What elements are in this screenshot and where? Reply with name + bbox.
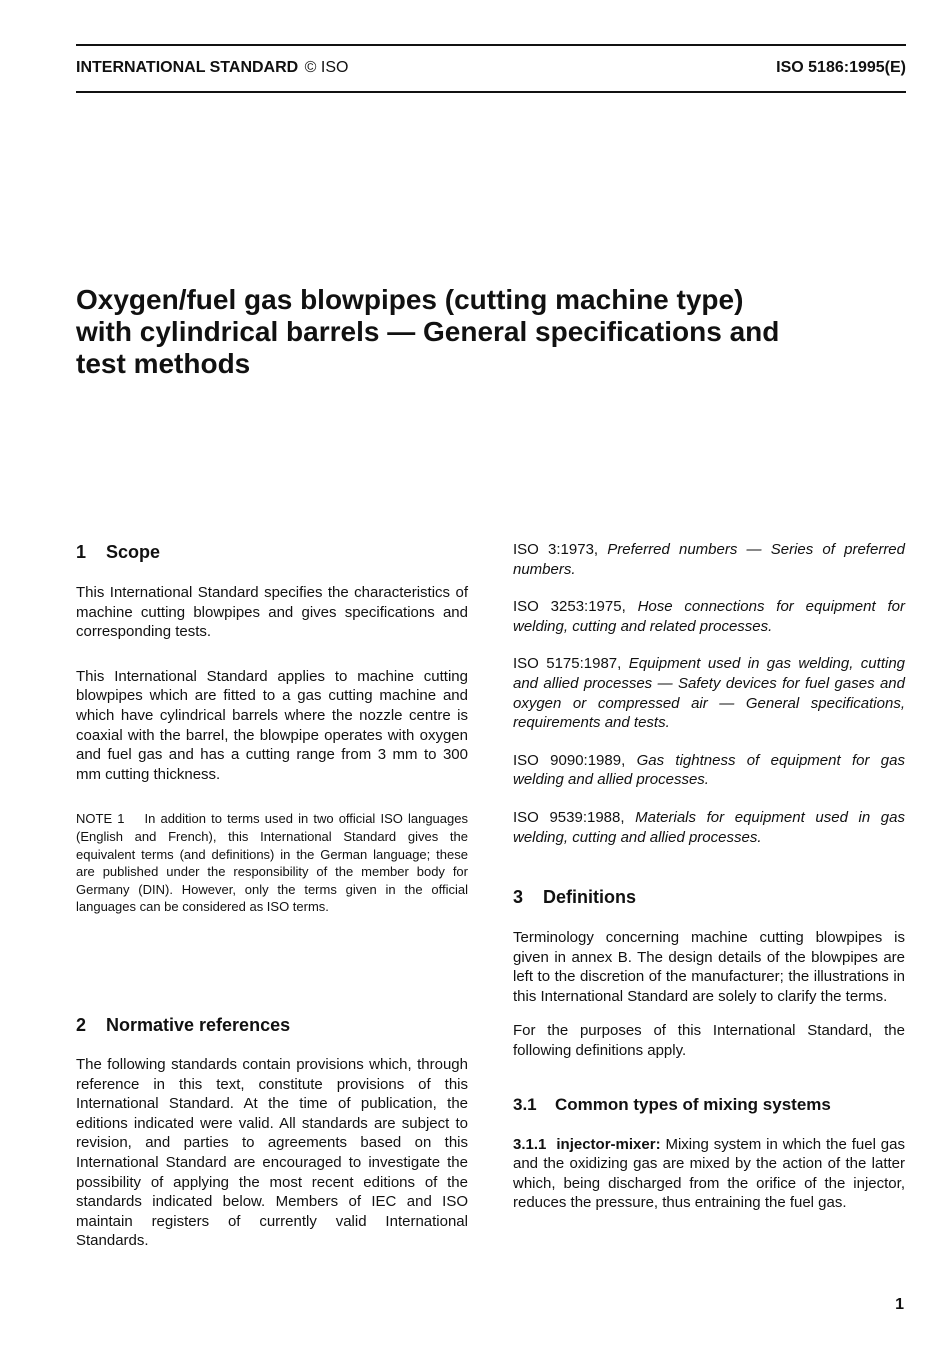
definitions-paragraph-2: For the purposes of this International Standard, the following definitions apply. [513, 1022, 905, 1059]
document-title [76, 284, 876, 380]
title-line-2: with cylindrical barrels — General specifications and [76, 316, 780, 347]
scope-note [76, 810, 468, 916]
term-injector-mixer [513, 1135, 905, 1213]
section-3-heading [513, 886, 905, 908]
reference-title: Equipment used in gas welding, cutting and allied processes — Safety devices for fuel gases and oxygen or compressed air — General specifications, requirements and tests. [513, 655, 905, 732]
header-standard-label [76, 59, 348, 77]
header-rule-top [76, 44, 906, 46]
term-definition: Mixing system in which the fuel gas and the oxidizing gas are mixed by the action of the latter which, being discharged from the orifice of the injector, reduces the pressure, thus entraining the fuel gas. [513, 1135, 905, 1212]
section-scope [76, 541, 468, 916]
section-3-1-number: 3.1 [513, 1094, 537, 1114]
reference-list [513, 540, 905, 847]
title-line-3: test methods [76, 348, 251, 379]
section-definitions [513, 886, 905, 1213]
reference-title: Gas tightness of equipment for gas welding and allied processes. [513, 751, 905, 789]
section-3-number: 3 [513, 887, 524, 907]
term-name: injector-mixer: [556, 1135, 661, 1153]
reference-item [513, 597, 905, 636]
section-2-heading [76, 1014, 468, 1036]
section-2-title: Normative references [106, 1015, 291, 1035]
reference-code: ISO 9539:1988, [513, 808, 625, 826]
section-2-number: 2 [76, 1015, 87, 1035]
reference-item [513, 808, 905, 847]
note-label: NOTE 1 [76, 811, 125, 827]
reference-code: ISO 9090:1989, [513, 751, 626, 769]
header-rule-bottom [76, 91, 906, 93]
section-3-1-heading [513, 1094, 905, 1115]
reference-code: ISO 3:1973, [513, 541, 599, 558]
term-number: 3.1.1 [513, 1135, 547, 1153]
reference-title: Hose connections for equipment for welding, cutting and related processes. [513, 598, 905, 635]
page-number: 1 [895, 1296, 904, 1313]
reference-code: ISO 3253:1975, [513, 598, 626, 616]
reference-item [513, 654, 905, 732]
reference-item [513, 751, 905, 790]
scope-paragraph-2: This International Standard applies to machine cutting blowpipes which are fitted to a gas cutting machine and which have cylindrical barrels where the nozzle centre is coaxial with the barrel, the blowpipe operates with oxygen and fuel gas and has a cutting range from 3 mm to 300 mm cutting thickness. [76, 667, 468, 783]
reference-title: Preferred numbers — Series of preferred numbers. [513, 541, 905, 578]
note-text: In addition to terms used in two official ISO languages (English and French), this International Standard gives the equivalent terms (and definitions) in the German language; these are published under the responsibility of the member body for Germany (DIN). However, only the terms given in the official languages can be considered as ISO terms. [76, 811, 468, 915]
reference-item [513, 540, 905, 579]
section-1-heading [76, 541, 468, 563]
section-1-number: 1 [76, 542, 87, 562]
header-standard-type: INTERNATIONAL STANDARD [76, 59, 299, 76]
definitions-paragraph-1: Terminology concerning machine cutting blowpipes is given in annex B. The design details of the blowpipes are left to the discretion of the manufacturer; the illustrations in this International Standard are solely to clarify the terms. [513, 929, 905, 1005]
header-copyright: © ISO [304, 59, 349, 76]
header-document-number: ISO 5186:1995(E) [776, 59, 906, 76]
reference-title: Materials for equipment used in gas welding, cutting and allied processes. [513, 808, 905, 846]
title-line-1: Oxygen/fuel gas blowpipes (cutting machine type) [76, 284, 744, 315]
section-3-1-title: Common types of mixing systems [555, 1094, 831, 1114]
reference-code: ISO 5175:1987, [513, 655, 622, 673]
normative-references-paragraph: The following standards contain provisions which, through reference in this text, constitute provisions of this International Standard. At the time of publication, the editions indicated were valid. All standards are subject to revision, and parties to agreements based on this International Standard are encouraged to investigate the possibility of applying the most recent editions of the standards indicated below. Members of IEC and ISO maintain registers of currently valid International Standards. [76, 1056, 468, 1250]
section-1-title: Scope [106, 542, 161, 562]
section-3-title: Definitions [543, 887, 636, 907]
scope-paragraph-1: This International Standard specifies the characteristics of machine cutting blowpipes and gives specifications and corresponding tests. [76, 584, 468, 641]
section-normative-references [76, 1014, 468, 1251]
